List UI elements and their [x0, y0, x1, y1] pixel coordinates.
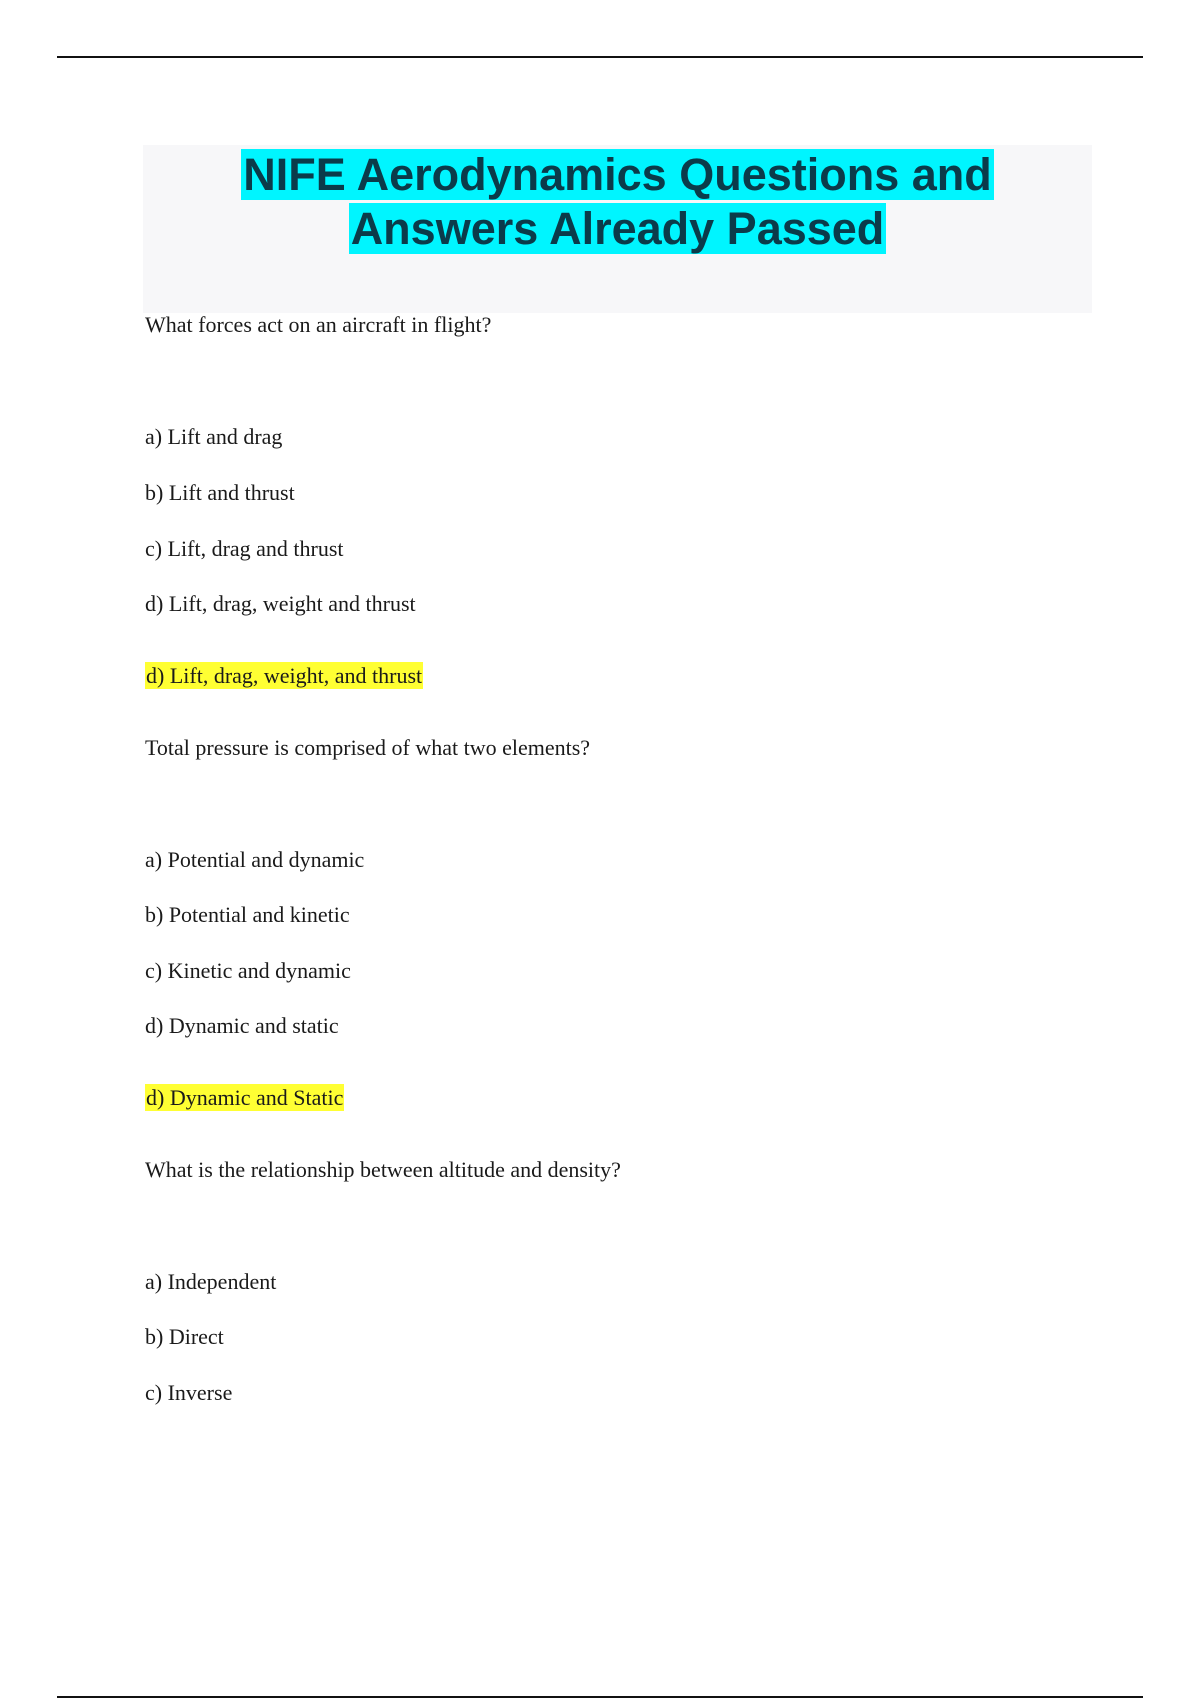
answer-option: b) Lift and thrust: [145, 480, 295, 505]
title-line: Answers Already Passed: [350, 203, 885, 254]
title-line: NIFE Aerodynamics Questions and: [243, 149, 992, 200]
answer-option: c) Lift, drag and thrust: [145, 536, 344, 561]
question-prompt: What forces act on an aircraft in flight?: [145, 312, 492, 337]
answer-option: d) Lift, drag, weight and thrust: [145, 591, 416, 616]
answer-option: b) Potential and kinetic: [145, 902, 350, 927]
answer-option: d) Dynamic and static: [145, 1013, 339, 1038]
correct-answer: d) Lift, drag, weight, and thrust: [146, 663, 423, 688]
question-prompt: What is the relationship between altitude and density?: [145, 1157, 621, 1182]
question-prompt: Total pressure is comprised of what two elements?: [145, 735, 591, 760]
answer-option: a) Potential and dynamic: [145, 847, 365, 872]
title-block: [143, 145, 1092, 313]
correct-answer: d) Dynamic and Static: [146, 1085, 344, 1110]
answer-option: a) Lift and drag: [145, 424, 283, 449]
top-rule: [57, 56, 1143, 58]
answer-option: a) Independent: [145, 1269, 277, 1294]
answer-option: c) Kinetic and dynamic: [145, 958, 351, 983]
bottom-rule: [57, 1696, 1143, 1698]
answer-option: c) Inverse: [145, 1380, 233, 1405]
answer-option: b) Direct: [145, 1324, 224, 1349]
